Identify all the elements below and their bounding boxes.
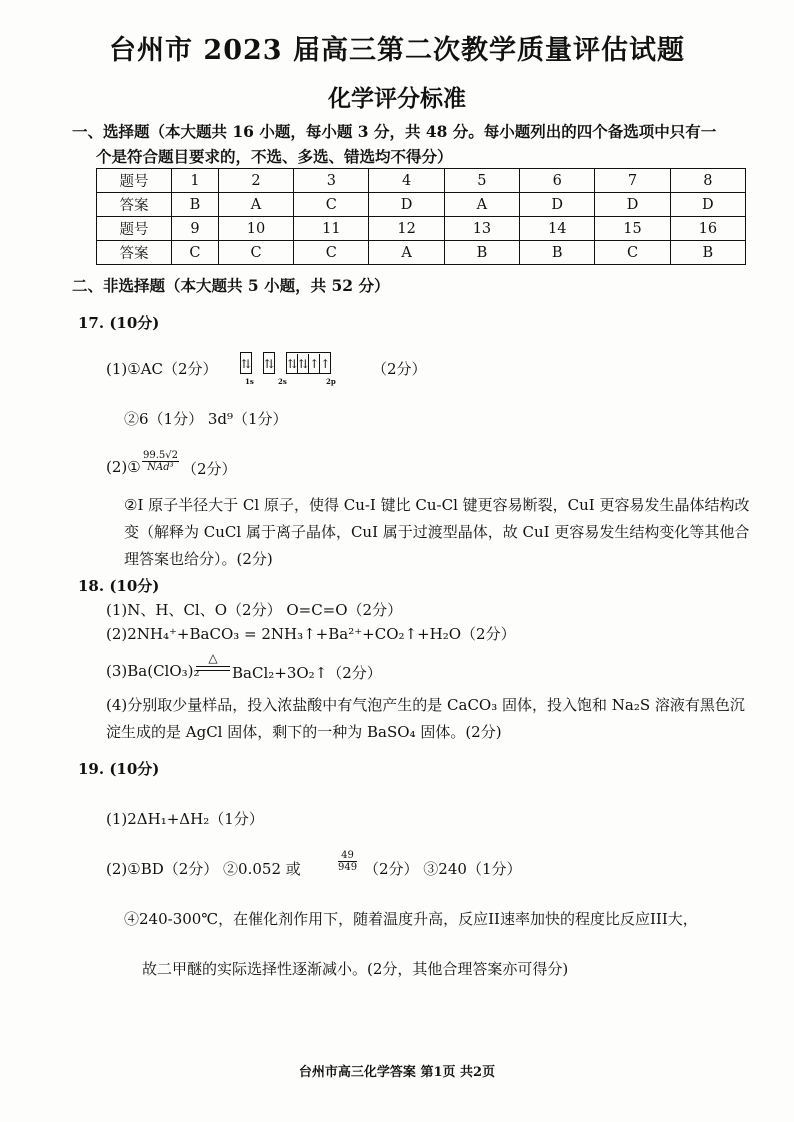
q18-line3-product: BaCl₂+3O₂↑（2分） <box>232 664 382 682</box>
q17-part2-prefix: (2)① <box>106 458 141 476</box>
q19-heading: 19. (10分) <box>78 760 160 778</box>
table-cell: B <box>172 193 219 217</box>
orbital-1s-box <box>240 352 252 374</box>
q17-part1-prefix: (1)①AC（2分） <box>106 360 218 378</box>
table-cell: 7 <box>595 169 670 193</box>
orbital-arrow: ⇅ <box>241 357 252 371</box>
q18-line2: (2)2NH₄⁺+BaCO₃ = 2NH₃↑+Ba²⁺+CO₂↑+H₂O（2分） <box>106 625 516 643</box>
equals-sign <box>196 666 230 671</box>
q17-part1b: ②6（1分） 3d⁹（1分） <box>124 410 288 428</box>
table-cell: 11 <box>294 217 369 241</box>
orbital-arrow: ⇅ <box>298 354 309 374</box>
orbital-2s-box <box>263 352 275 374</box>
orbital-label-1s: 1s <box>245 377 254 386</box>
table-cell: D <box>595 193 670 217</box>
table-cell: B <box>520 241 595 265</box>
page-title: 台州市 2023 届高三第二次教学质量评估试题 <box>109 35 685 66</box>
q19-line1: (1)2ΔH₁+ΔH₂（1分） <box>106 810 264 828</box>
table-cell: D <box>369 193 444 217</box>
table-cell: 5 <box>444 169 519 193</box>
table-cell: 14 <box>520 217 595 241</box>
table-cell: B <box>444 241 519 265</box>
orbital-arrow: ↑ <box>309 354 320 374</box>
table-cell: 16 <box>670 217 745 241</box>
fraction-denominator: 949 <box>338 862 358 873</box>
table-cell: B <box>670 241 745 265</box>
q19-line3: ④240-300℃，在催化剂作用下，随着温度升高，反应II速率加快的程度比反应III大， <box>124 910 698 928</box>
q19-fraction <box>338 850 357 873</box>
section2-heading: 二、非选择题（本大题共 5 小题，共 52 分） <box>72 276 390 295</box>
q18-line4: (4)分别取少量样品，投入浓盐酸中有气泡产生的是 CaCO₃ 固体，投入饱和 Na₂S 溶液有黑色沉淀生成的是 AgCl 固体，剩下的一种为 BaSO₄ 固体。(2分) <box>106 696 745 741</box>
table-row <box>97 241 746 265</box>
table-cell: 15 <box>595 217 670 241</box>
q18-heading: 18. (10分) <box>78 577 160 595</box>
answer-table <box>96 168 746 265</box>
orbital-arrow: ⇅ <box>264 357 275 371</box>
table-cell: C <box>218 241 293 265</box>
fraction-numerator: 99.5√2 <box>143 450 178 461</box>
fraction-denominator: NAd³ <box>147 462 174 473</box>
table-cell: D <box>670 193 745 217</box>
row-label-answer: 答案 <box>97 193 172 217</box>
table-cell: D <box>520 193 595 217</box>
table-cell: 9 <box>172 217 219 241</box>
q19-line2-b: （2分） ③240（1分） <box>364 860 522 878</box>
table-cell: 8 <box>670 169 745 193</box>
q17-fraction <box>142 450 179 473</box>
table-cell: 13 <box>444 217 519 241</box>
orbital-diagram <box>240 352 331 374</box>
table-row <box>97 217 746 241</box>
row-label-number: 题号 <box>97 169 172 193</box>
table-cell: 4 <box>369 169 444 193</box>
page-subtitle: 化学评分标准 <box>328 85 466 112</box>
q17-heading: 17. (10分) <box>78 314 160 332</box>
page-footer: 台州市高三化学答案 第1页 共2页 <box>298 1065 496 1080</box>
orbital-label-2p: 2p <box>326 377 336 386</box>
table-cell: 6 <box>520 169 595 193</box>
table-cell: A <box>369 241 444 265</box>
table-cell: C <box>294 193 369 217</box>
table-cell: C <box>294 241 369 265</box>
table-cell: 1 <box>172 169 219 193</box>
table-cell: C <box>595 241 670 265</box>
table-cell: A <box>444 193 519 217</box>
table-cell: 10 <box>218 217 293 241</box>
table-cell: A <box>218 193 293 217</box>
q17-part2b: ②I 原子半径大于 Cl 原子，使得 Cu-I 键比 Cu-Cl 键更容易断裂，CuI 更容易发生晶体结构改变（解释为 CuCl 属于离子晶体，CuI 属于过渡型晶体，故 CuI 更容易发生结构变化等其他合理答案也给分）。(2分) <box>124 496 750 568</box>
table-cell: 2 <box>218 169 293 193</box>
table-row <box>97 193 746 217</box>
q17-part1-score: （2分） <box>372 360 427 378</box>
table-cell: 3 <box>294 169 369 193</box>
row-label-answer: 答案 <box>97 241 172 265</box>
heat-condition: △ <box>208 651 218 665</box>
orbital-arrow: ↑ <box>320 357 331 371</box>
fraction-numerator: 49 <box>338 850 357 862</box>
orbital-2p-box <box>286 352 331 374</box>
q19-line4: 故二甲醚的实际选择性逐渐减小。(2分，其他合理答案亦可得分) <box>142 960 569 978</box>
q17-part2-score: （2分） <box>182 460 237 478</box>
q19-line2-a: (2)①BD（2分） ②0.052 或 <box>106 860 301 878</box>
section1-heading-line1: 一、选择题（本大题共 16 小题，每小题 3 分，共 48 分。每小题列出的四个备选项中只有一 <box>72 122 717 141</box>
row-label-number: 题号 <box>97 217 172 241</box>
orbital-label-2s: 2s <box>278 377 287 386</box>
q18-line3-reactant: (3)Ba(ClO₃)₂ <box>106 662 200 680</box>
table-cell: 12 <box>369 217 444 241</box>
table-row <box>97 169 746 193</box>
table-cell: C <box>172 241 219 265</box>
section1-heading-line2: 个是符合题目要求的，不选、多选、错选均不得分） <box>96 147 453 166</box>
q18-line1: (1)N、H、Cl、O（2分） O=C=O（2分） <box>106 601 403 619</box>
orbital-arrow: ⇅ <box>287 354 298 374</box>
